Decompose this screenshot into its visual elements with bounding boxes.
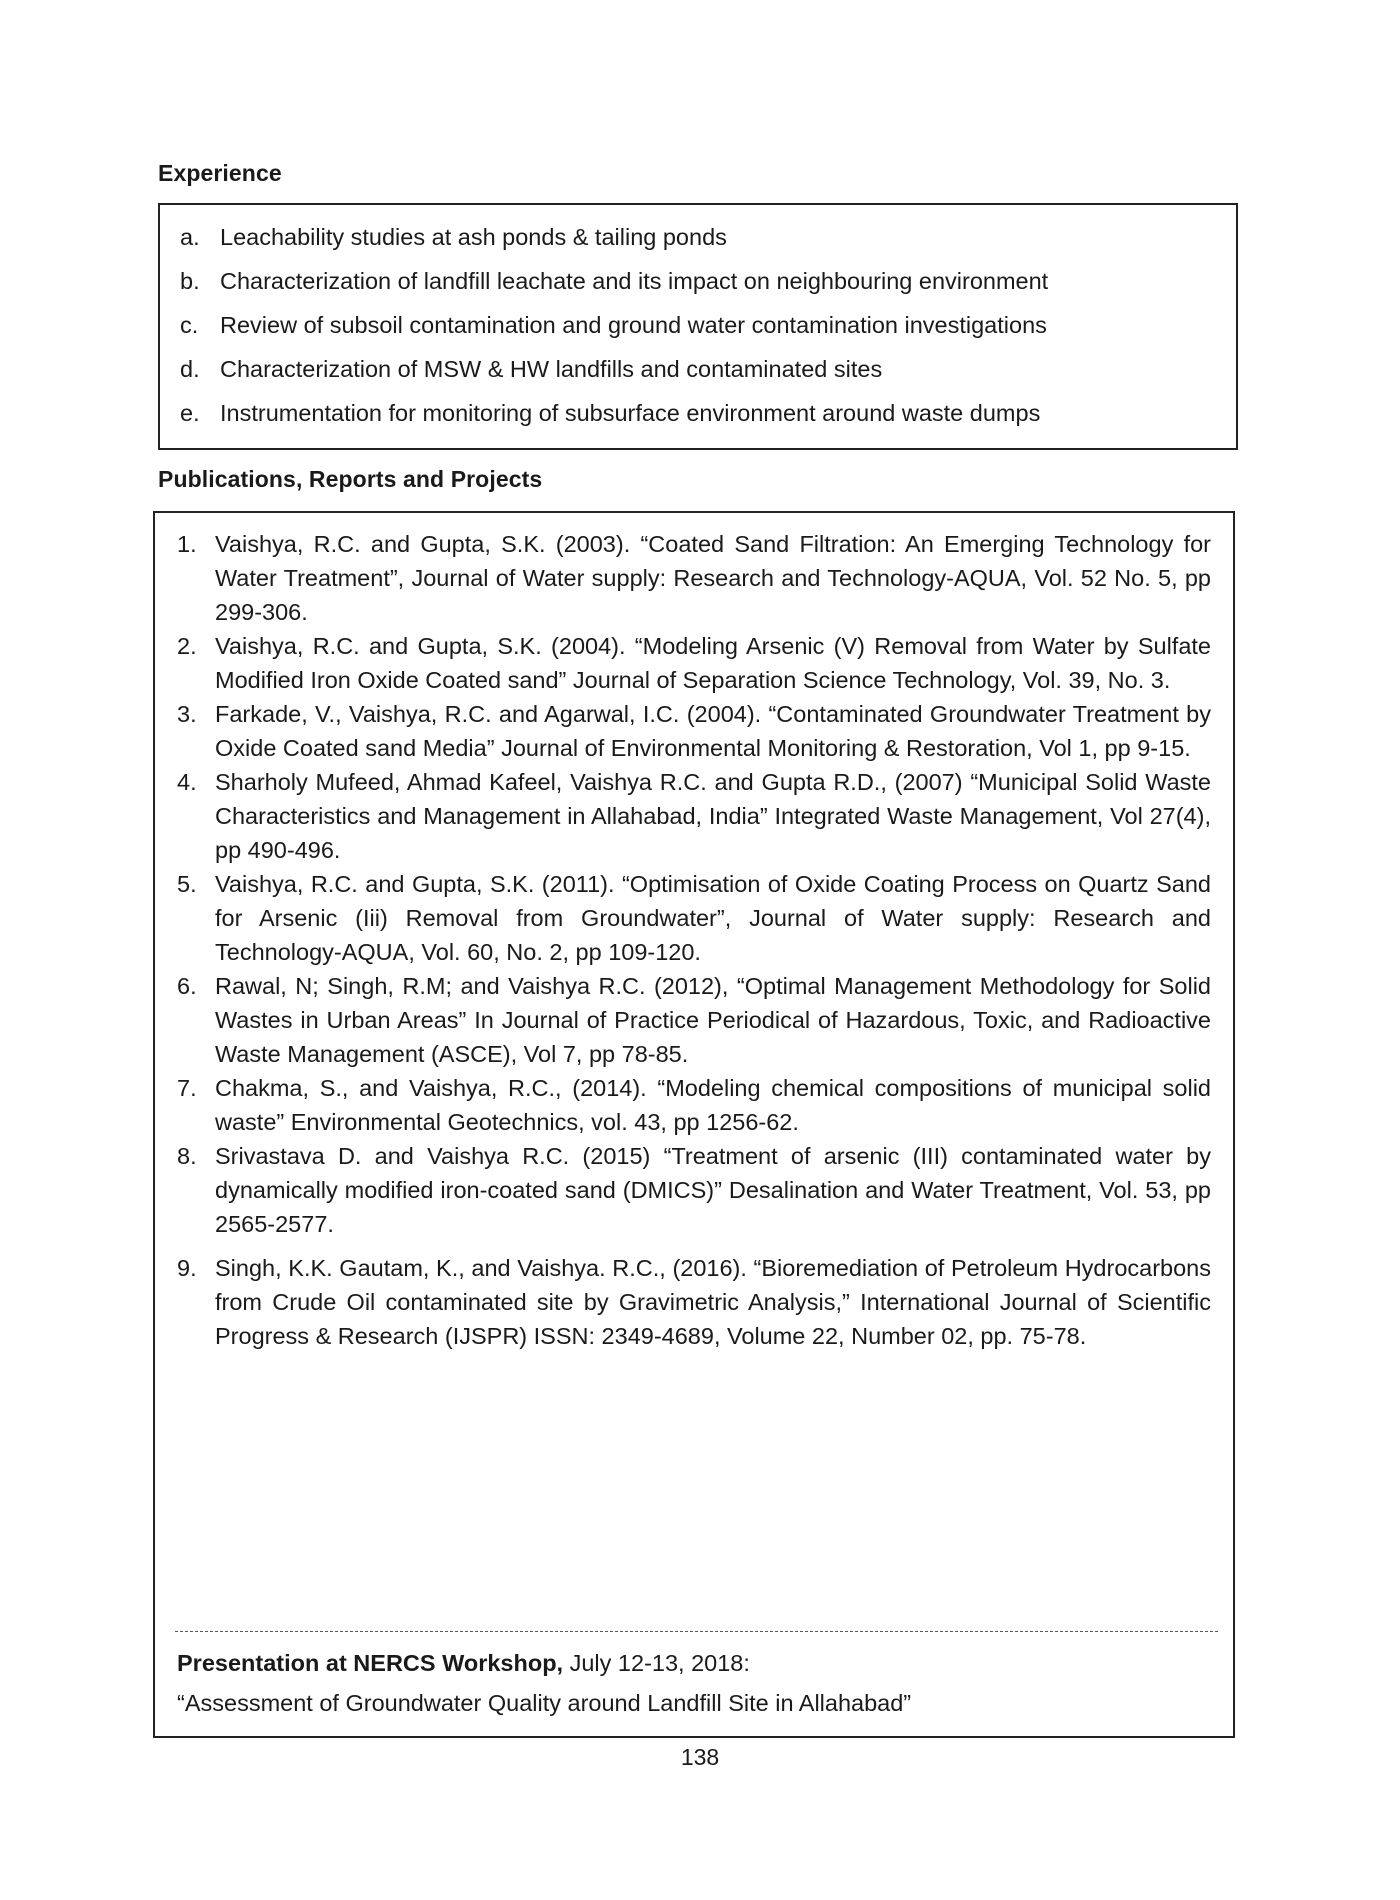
publication-citation: Rawal, N; Singh, R.M; and Vaishya R.C. (2012), “Optimal Management Methodology for Solid Wastes in Urban Areas” In Journal of Practice Periodical of Hazardous, Toxic, and Radioactive Waste Management (ASCE), Vol 7, pp 78-85. [215, 973, 1211, 1067]
publication-item [155, 765, 1233, 867]
publication-item [155, 527, 1233, 629]
publication-citation: Vaishya, R.C. and Gupta, S.K. (2004). “Modeling Arsenic (V) Removal from Water by Sulfate Modified Iron Oxide Coated sand” Journal of Separation Science Technology, Vol. 39, No. 3. [215, 633, 1211, 693]
experience-list [180, 215, 1216, 435]
experience-item [180, 391, 1216, 435]
experience-item-letter: d. [180, 356, 200, 382]
experience-item-letter: a. [180, 224, 200, 250]
publication-item [155, 629, 1233, 697]
publications-heading: Publications, Reports and Projects [158, 466, 543, 492]
presentation-label: Presentation at NERCS Workshop, [177, 1650, 564, 1676]
experience-item [180, 303, 1216, 347]
publication-number: 5. [177, 871, 197, 897]
dashed-divider [175, 1631, 1218, 1632]
presentation-title: “Assessment of Groundwater Quality around Landfill Site in Allahabad” [177, 1690, 912, 1716]
publication-number: 2. [177, 633, 197, 659]
publication-number: 7. [177, 1075, 197, 1101]
experience-item-text: Review of subsoil contamination and ground water contamination investigations [220, 312, 1047, 338]
publication-item [155, 1139, 1233, 1241]
experience-item-letter: b. [180, 268, 200, 294]
experience-item-text: Characterization of MSW & HW landfills and contaminated sites [220, 356, 883, 382]
publications-box [153, 511, 1235, 1738]
publication-number: 1. [177, 531, 197, 557]
experience-item-text: Characterization of landfill leachate and its impact on neighbouring environment [220, 268, 1049, 294]
experience-item [180, 215, 1216, 259]
presentation-line [177, 1643, 911, 1683]
experience-heading: Experience [158, 160, 282, 186]
publication-item [155, 867, 1233, 969]
publication-item [155, 969, 1233, 1071]
publications-list [155, 527, 1233, 1353]
publication-number: 8. [177, 1143, 197, 1169]
publication-item [155, 697, 1233, 765]
publication-number: 4. [177, 769, 197, 795]
publication-item [155, 1071, 1233, 1139]
publication-citation: Sharholy Mufeed, Ahmad Kafeel, Vaishya R.C. and Gupta R.D., (2007) “Municipal Solid Waste Characteristics and Management in Allahabad, India” Integrated Waste Management, Vol 27(4), pp 490-496. [215, 769, 1211, 863]
publication-number: 3. [177, 701, 197, 727]
experience-item-text: Instrumentation for monitoring of subsurface environment around waste dumps [220, 400, 1041, 426]
publication-citation: Vaishya, R.C. and Gupta, S.K. (2003). “Coated Sand Filtration: An Emerging Technology for Water Treatment”, Journal of Water supply: Research and Technology-AQUA, Vol. 52 No. 5, pp 299-306. [215, 531, 1211, 625]
publication-citation: Srivastava D. and Vaishya R.C. (2015) “Treatment of arsenic (III) contaminated water by dynamically modified iron-coated sand (DMICS)” Desalination and Water Treatment, Vol. 53, pp 2565-2577. [215, 1143, 1211, 1237]
experience-item-letter: e. [180, 400, 200, 426]
experience-item [180, 259, 1216, 303]
publication-citation: Singh, K.K. Gautam, K., and Vaishya. R.C., (2016). “Bioremediation of Petroleum Hydrocarbons from Crude Oil contaminated site by Gravimetric Analysis,” International Journal of Scientific Progress & Research (IJSPR) ISSN: 2349-4689, Volume 22, Number 02, pp. 75-78. [215, 1255, 1211, 1349]
experience-item-letter: c. [180, 312, 199, 338]
publication-number: 6. [177, 973, 197, 999]
experience-item-text: Leachability studies at ash ponds & tailing ponds [220, 224, 727, 250]
publication-item [155, 1251, 1233, 1353]
experience-box [158, 203, 1238, 450]
publication-citation: Farkade, V., Vaishya, R.C. and Agarwal, I.C. (2004). “Contaminated Groundwater Treatment by Oxide Coated sand Media” Journal of Environmental Monitoring & Restoration, Vol 1, pp 9-15. [215, 701, 1211, 761]
presentation-block [177, 1643, 911, 1723]
publication-number: 9. [177, 1255, 197, 1281]
publication-citation: Chakma, S., and Vaishya, R.C., (2014). “Modeling chemical compositions of municipal solid waste” Environmental Geotechnics, vol. 43, pp 1256-62. [215, 1075, 1211, 1135]
page-number: 138 [680, 1744, 720, 1770]
presentation-date: July 12-13, 2018: [563, 1650, 750, 1676]
publication-citation: Vaishya, R.C. and Gupta, S.K. (2011). “Optimisation of Oxide Coating Process on Quartz Sand for Arsenic (Iii) Removal from Groundwater”, Journal of Water supply: Research and Technology-AQUA, Vol. 60, No. 2, pp 109-120. [215, 871, 1211, 965]
experience-item [180, 347, 1216, 391]
